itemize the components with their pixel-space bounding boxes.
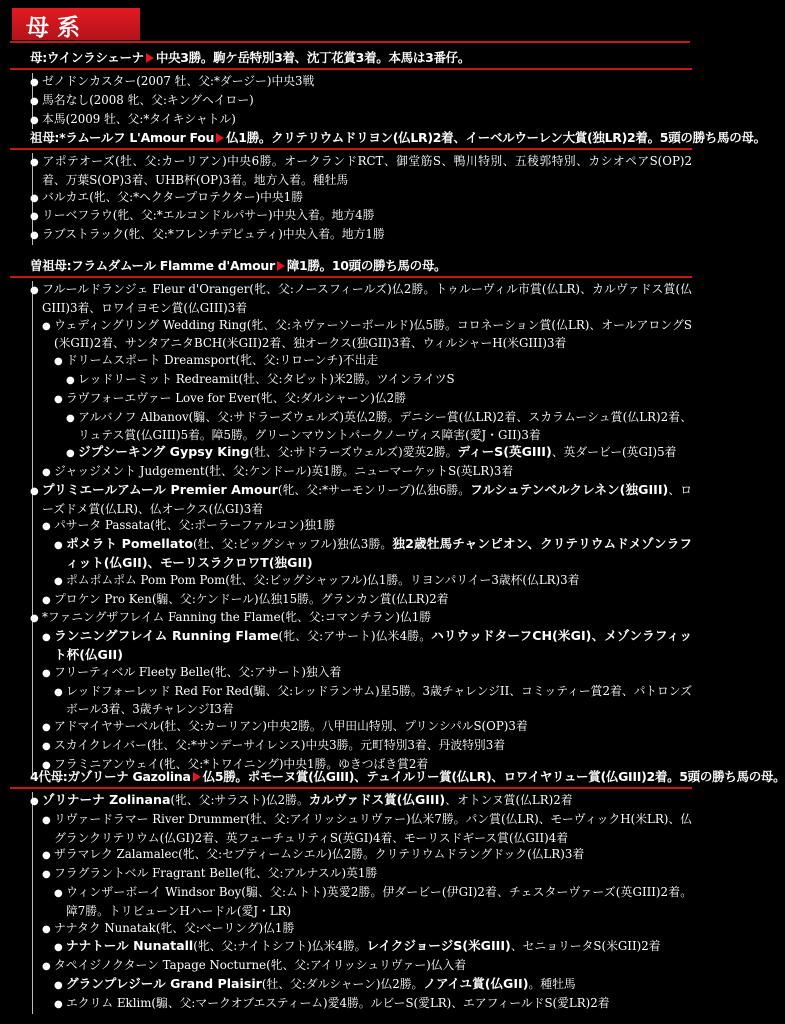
text: ウェディングリング Wedding Ring(牝、父:ネヴァーソーボールド)仏5勝。コロネーション賞(仏LR)、オールアロングS(米GII)2着、サンタアニタBCH(米GII)2着、独オークス(独GII)3着、ウィルシャーH(米GIII)3着 [54,317,692,351]
text: ナナタク Nunatak(牝、父:ベーリング)仏1勝 [54,920,295,935]
section-rule [10,787,692,789]
text: フルールドランジェ Fleur d'Oranger(牝、父:ノースフィールズ)仏2勝。トゥルーヴィル市賞(仏LR)、カルヴァドス賞(仏GIII)3着、ロワイヨモン賞(仏GIII)3着 [42,282,692,315]
section-fourth-dam [10,767,785,1014]
text: ジャッジメント Judgement(牡、父:ケンドール)英1勝。ニューマーケットS(英LR)3着 [54,463,514,478]
red-arrow-icon [193,772,201,782]
text: リーベフラウ(牝、父:*エルコンドルパサー)中央入着。地方4勝 [42,208,375,223]
heading-horse-name: 4代母:ガゾリーナ Gazolina [30,769,191,784]
list-item [42,628,692,664]
text: (牝、父:サラスト)仏2勝。 [170,793,309,807]
list-item [54,884,692,920]
text: 、英ダービー(英GI)5着 [551,445,677,460]
entry-list [10,792,692,1014]
entry-list [10,153,692,245]
list-item [42,463,692,482]
list-item [54,390,692,409]
text: (牝、父:ナイトシフト)仏米4勝。 [193,939,367,954]
list-item [54,536,692,572]
heading-record: 仏1勝。クリテリウムドリヨン(仏LR)2着、イーベルウーレン大賞(独LR)2着。5頭の勝ち馬の母。 [226,130,766,145]
section-granddam [10,128,766,245]
text: (牡、父:ビッグシャッフル)独仏3勝。 [193,537,393,552]
list-item [42,718,692,737]
section-heading [10,256,692,276]
text: バルカエ(牝、父:*ヘクタープロテクター)中央1勝 [42,189,303,204]
heading-record: 仏5勝。ポモーヌ賞(仏GIII)、テュイルリー賞(仏LR)、ロワイヤリュー賞(仏GIII)2着。5頭の勝ち馬の母。 [202,769,785,784]
bold-text: カルヴァドス賞(仏GIII) [308,792,446,807]
text: (牡、父:サドラーズウェルズ)愛英2勝。 [249,445,458,460]
text: フリーティベル Fleety Belle(牝、父:アサート)独入着 [54,664,342,679]
text: 、セニョリータS(米GII)2着 [510,939,661,954]
page-title: 母系 [26,15,88,41]
red-arrow-icon [277,261,285,271]
heading-record: 中央3勝。駒ケ岳特別3着、沈丁花賞3着。本馬は3番仔。 [155,50,471,65]
list-item [30,153,692,189]
list-item [30,792,692,811]
text: フラミニアンウェイ(牝、父:*トワイニング)中央1勝。ゆきつばき賞2着 [54,756,429,771]
list-item [54,352,692,371]
tree-line [32,792,33,1014]
list-item [42,957,692,976]
bold-text: ノアイユ賞(仏GII) [423,975,529,991]
bold-text: フルシュテンベルクレネン(独GIII) [470,481,669,497]
text: プロケン Pro Ken(騸、父:ケンドール)仏独15勝。グランカン賞(仏LR)2着 [54,591,449,606]
text: フラグラントベル Fragrant Belle(牝、父:アルナスル)英1勝 [54,866,378,881]
list-item [66,409,692,445]
text: ゼノドンカスター(2007 牡、父:*ダージー)中央3戦 [42,74,315,88]
text: ラブストラック(牝、父:*フレンチデピュティ)中央入着。地方1勝 [42,227,385,242]
list-item [54,938,692,957]
list-item [30,609,692,628]
text: *ファニングザフレイム Fanning the Flame(牝、父:コマンチラン)仏1勝 [42,610,432,625]
text: スカイクレイバー(牡、父:*サンデーサイレンス)中央3勝。元町特別3着、丹波特別3着 [54,737,506,752]
text: レッドリーミット Redreamit(牡、父:タピット)米2勝。ツインライツS [78,371,455,386]
red-arrow-icon [146,53,154,63]
title-rule [10,41,690,43]
section-rule [10,276,692,278]
text: (牝、父:*サーモンリープ)仏独6勝。 [277,482,471,497]
heading-horse-name: 母:ウインラシェーナ [30,50,144,65]
list-item [54,572,692,591]
bold-text: ハリウッドターフCH(米GI)、メゾンラフィット杯(仏GII) [54,628,692,662]
text: (牝、父:アサート)仏米4勝。 [278,629,432,644]
entry-list [10,73,692,129]
heading-horse-name: 祖母:*ラムールフ L'Amour Fou [30,130,215,145]
text: 、オトンヌ賞(仏LR)2着 [445,793,573,807]
list-item [66,371,692,390]
list-item [42,811,692,847]
text: アポテオーズ(牡、父:カーリアン)中央6勝。オークランドRCT、御堂筋S、鴨川特別、五稜郭特別、カシオペアS(OP)2着、万葉S(OP)3着、UHB杯(OP)3着。地方入着。種牡馬 [42,154,692,187]
text: レッドフォーレッド Red For Red(騸、父:レッドランサム)星5勝。3歳チャレンジII、コミッティー賞2着、パトロンズボール3着、3歳チャレンジI3着 [66,683,692,717]
text: 、ローズドメ賞(仏LR)、仏オークス(仏GI)3着 [42,482,692,516]
section-heading [10,48,692,68]
text: (牡、父:ダルシャーン)仏2勝。 [261,976,424,991]
bold-text: 独2歳牡馬チャンピオン、クリテリウムドメゾンラフィット(仏GII)、モーリスラクロワT(独GII) [66,536,693,570]
section-rule [10,68,692,70]
text: タペイジノクターン Tapage Nocturne(牝、父:アイリッシュリヴァー)仏入着 [54,958,467,973]
red-arrow-icon [216,133,224,143]
text: ドリームスポート Dreamsport(牝、父:リローンチ)不出走 [66,353,379,368]
bold-text: ランニングフレイム Running Flame [54,628,279,644]
bold-text: ゾリナーナ Zolinana [42,792,171,807]
heading-horse-name: 曽祖母:フラムダムール Flamme d'Amour [30,258,275,273]
list-item [30,111,692,130]
list-item [30,189,692,208]
text: アドマイヤサーベル(牡、父:カーリアン)中央2勝。八甲田山特別、プリンシパルS(OP)3着 [54,719,528,734]
list-item [42,737,692,756]
bold-text: レイクジョージS(米GIII) [366,938,511,954]
text: ラヴフォーエヴァー Love for Ever(牝、父:ダルシャーン)仏2勝 [66,390,406,405]
list-item [42,664,692,683]
section-heading [10,128,766,148]
list-item [66,444,692,463]
bold-text: ポメラト Pomellato [66,536,194,552]
text: アルバノフ Albanov(騸、父:サドラーズウェルズ)英仏2勝。デニシー賞(仏LR)2着、スカラムーシュ賞(仏LR)2着、リュテス賞(仏GIII)5着。障5勝。グリーンマウントパークノーヴィス障害(愛J・GII)3着 [78,409,692,443]
list-item [42,517,692,536]
list-item [42,920,692,939]
bold-text: ジプシーキング Gypsy King [78,444,250,460]
list-item [30,73,692,92]
text: パサータ Passata(牝、父:ポーラーファルコン)独1勝 [54,518,336,533]
list-item [42,591,692,610]
list-item [54,683,692,719]
list-item [42,846,692,865]
bold-text: プリミエールアムール Premier Amour [42,481,278,497]
list-item [54,995,692,1014]
list-item [30,281,692,317]
list-item [54,976,692,995]
text: ウィンザーボーイ Windsor Boy(騸、父:ムトト)英愛2勝。伊ダービー(伊GI)2着、チェスターヴァーズ(英GIII)2着。障7勝。トリビューンHハードル(愛J・LR) [66,884,692,918]
bold-text: ディーS(英GIII) [457,444,552,460]
tree-line [32,281,33,775]
section-heading [10,767,785,787]
text: リヴァードラマー River Drummer(牡、父:アイリッシュリヴァー)仏米7勝。パン賞(仏LR)、モーヴィックH(米LR)、仏グランクリテリウム(仏GI)2着、英フューチュリティS(英GI)4着、モーリスドギース賞(仏GII)4着 [54,811,692,845]
text: 本馬(2009 牡、父:*タイキシャトル) [42,111,236,126]
list-item [30,92,692,111]
list-item [42,865,692,884]
text: 。種牡馬 [528,976,576,991]
text: ポムポムポム Pom Pom Pom(牡、父:ビッグシャッフル)仏1勝。リヨンパリイー3歳杯(仏LR)3着 [66,572,580,587]
list-item [42,317,692,353]
bold-text: グランプレジール Grand Plaisir [66,975,262,991]
list-item [30,482,692,518]
section-rule [10,148,692,150]
list-item [30,226,692,245]
heading-record: 障1勝。10頭の勝ち馬の母。 [286,258,447,273]
text: ザラマレク Zalamalec(牝、父:セプティームシエル)仏2勝。クリテリウムドラングドック(仏LR)3着 [54,847,585,862]
entry-list [10,281,692,775]
text: エクリム Eklim(騸、父:マークオブエスティーム)愛4勝。ルビーS(愛LR)、エアフィールドS(愛LR)2着 [66,995,610,1010]
text: 馬名なし(2008 牝、父:キングヘイロー) [42,92,254,107]
bold-text: ナナトール Nunatall [66,938,194,954]
section-great-granddam [10,256,692,775]
section-dam [10,48,692,129]
list-item [30,207,692,226]
